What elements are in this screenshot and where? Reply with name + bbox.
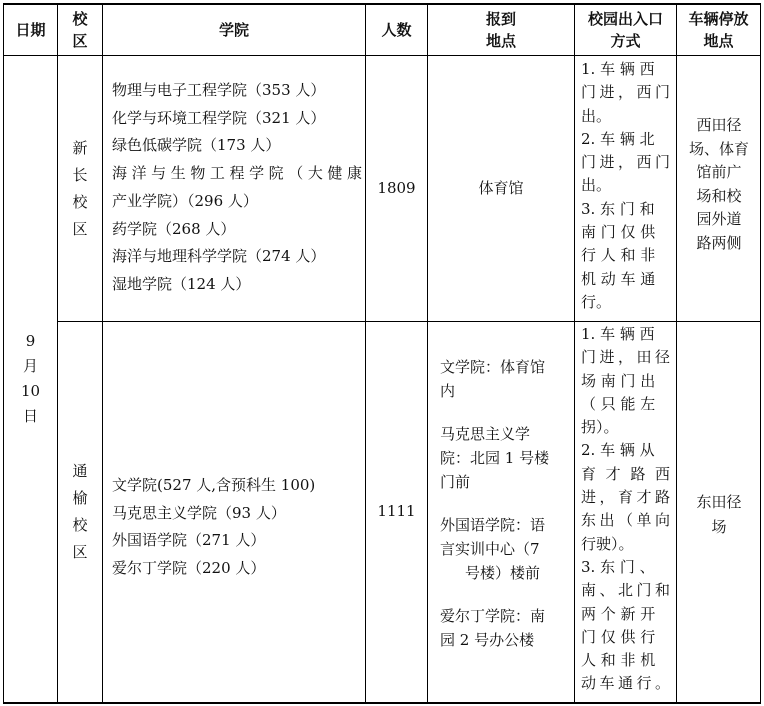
parking-cell: 西田径 场、体育 馆前广 场和校 园外道 路两侧 [688,116,749,252]
college-list [112,77,362,299]
college-item: 爱尔丁学院（220 人） [112,558,266,577]
college-item: 物理与电子工程学院（353 人） [112,81,326,99]
header-report-location: 报到 地点 [485,10,516,50]
count-cell: 1111 [377,502,416,521]
report-location-cell: 体育馆 [478,178,524,197]
campus-cell: 新 长 校 区 [72,138,88,238]
campus-cell: 通 榆 校 区 [72,462,88,561]
header-date: 日期 [15,21,46,39]
college-list [112,472,362,582]
college-item: 海洋与地理科学学院（274 人） [112,247,326,266]
college-item: 马克思主义学院（93 人） [112,503,286,522]
date-cell: 9 月 10 日 [20,332,41,425]
header-college: 学院 [218,21,249,39]
header-campus: 校 区 [72,10,88,50]
report-item: 爱尔丁学院：南 园 2 号办公楼 [440,607,546,649]
entrance-cell: 1. 车 辆 西 门进，西门 出。 2. 车 辆 北 门进，西门 出。 3. 东 门 和 南 门 仅 供 行 人 和 非 机 动 车 通 行。 [581,60,670,311]
header-entrance: 校园出入口 方式 [587,10,663,50]
college-item: 湿地学院（124 人） [112,274,251,293]
college-item: 外国语学院（271 人） [112,531,266,549]
count-cell: 1809 [377,178,416,197]
college-item: 文学院(527 人,含预科生 100) [112,476,316,494]
report-item: 外国语学院：语 言实训中心（7 号楼）楼前 [440,516,546,582]
parking-cell: 东田径 场 [696,493,742,536]
entrance-cell: 1. 车 辆 西 门进，田径 场 南 门 出 （ 只 能 左 拐）。 2. 车 辆 从 育才路西 进，育才路 东出（单向 行驶）。 3. 东 门 、 南、北门和 两 个 新 开 门 仅 供 行 人 和 非 机 动车通行。 [581,325,670,693]
college-item: 绿色低碳学院（173 人） [112,136,281,155]
college-item: 化学与环境工程学院（321 人） [112,108,326,127]
report-item: 文学院：体育馆 内 [440,358,546,400]
college-item: 产业学院）（296 人） [112,191,258,210]
header-parking: 车辆停放 地点 [688,10,749,50]
report-location-cell [440,355,565,652]
report-item: 马克思主义学 院：北园 1 号楼 门前 [440,425,550,491]
college-item: 海洋与生物工程学院（大健康 [112,164,362,183]
header-count: 人数 [381,21,412,39]
college-item: 药学院（268 人） [112,219,236,238]
